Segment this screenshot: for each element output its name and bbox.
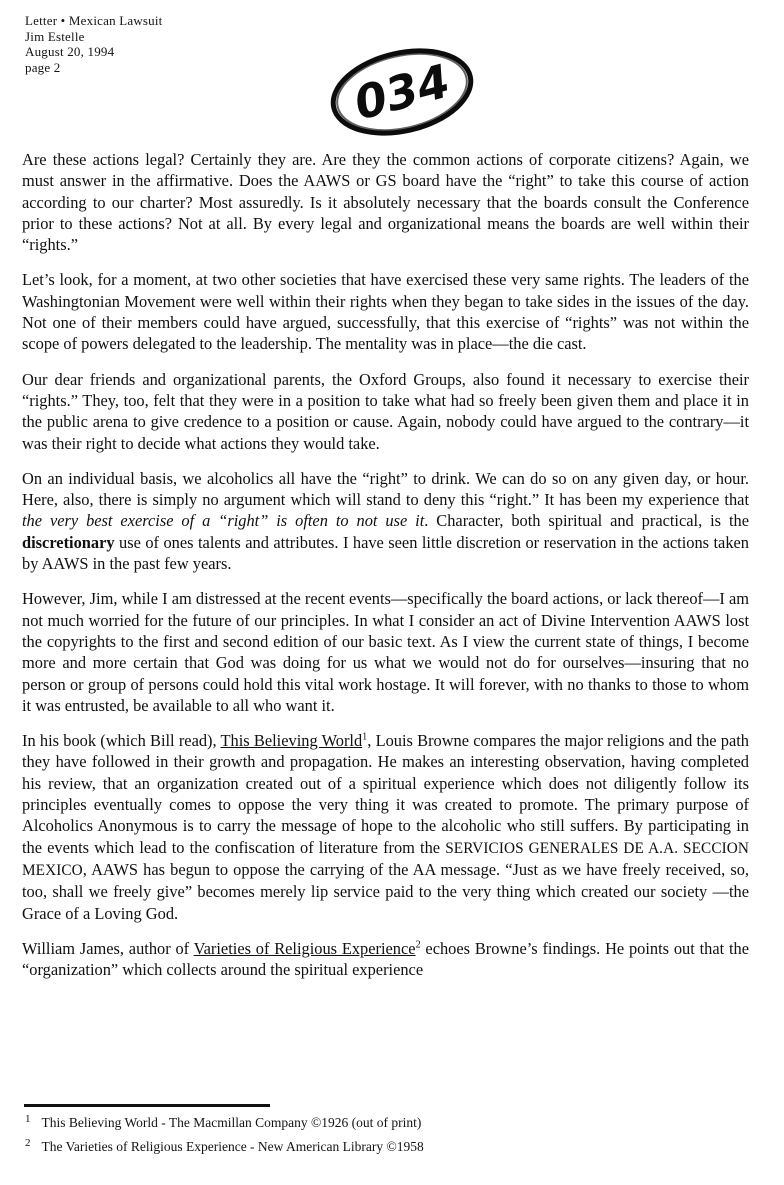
paragraph (22, 730, 749, 924)
footnote-marker: 2 (25, 1136, 31, 1149)
text-segment: On an individual basis, we alcoholics all have the “right” to drink. We can do so on any given day, or hour. Here, also, there is simply no argument which will stand to deny this “right.” It has been my experience that (22, 468, 749, 510)
text-segment: , AAWS has begun to oppose the carrying of the AA message. “Just as we have freely received, so, too, shall we freely give” becomes merely lip service paid to the very thing which created our society —the Grace of a Loving God. (22, 859, 749, 923)
letter-header (25, 13, 163, 75)
footnote-text: The Varieties of Religious Experience - New American Library ©1958 (41, 1139, 424, 1154)
paragraph (22, 369, 749, 454)
paragraph (22, 468, 749, 574)
text-segment: Let’s look, for a moment, at two other societies that have exercised these very same rights. The leaders of the Washingtonian Movement were well within their rights when they began to take sides in the issues of the day. Not one of their members could have argued, successfully, that this exercise of “rights” was not within the scope of powers delegated to the leadership. The mentality was in place—the die cast. (22, 270, 749, 354)
text-segment: However, Jim, while I am distressed at the recent events—specifically the board actions, or lack thereof—I am not much worried for the future of our principles. In what I consider an act of Divine Intervention AAWS lost the copyrights to the first and second edition of our basic text. As I view the current state of things, I become more and more certain that God was doing for us what we would not do for ourselves—insuring that no person or group of persons could hold this vital work hostage. It will forever, with no thanks to those to whom it was entrusted, be available to all who want it. (22, 589, 749, 715)
text-segment: echoes Browne’s findings. He points out that the “organization” which collects around the spiritual experience (22, 938, 749, 980)
text-segment: Are these actions legal? Certainly they are. Are they the common actions of corporate citizens? Again, we must answer in the affirmative. Does the AAWS or GS board have the “right” to take this course of action according to our charter? Most assuredly. Is it absolutely necessary that the boards consult the Conference prior to these actions? Not at all. By every legal and organizational means the boards are well within their “rights.” (22, 150, 749, 255)
text-segment: SERVICIOS GENERALES DE A.A. SECCION MEXICO (22, 839, 749, 879)
text-segment: In his book (which Bill read), (22, 731, 221, 751)
header-subject: Letter • Mexican Lawsuit (25, 13, 163, 28)
footnote-marker: 1 (25, 1112, 31, 1125)
header-page-number: page 2 (25, 59, 61, 75)
paragraph (22, 149, 749, 255)
stamp-number: 034 (348, 53, 456, 131)
paragraph (22, 588, 749, 716)
letter-body (22, 149, 749, 994)
footnote-reference: 1 (362, 731, 368, 743)
footnote-text: This Believing World - The Macmillan Company ©1926 (out of print) (41, 1115, 422, 1130)
book-title: Varieties of Religious Experience (193, 938, 416, 958)
text-segment: William James, author of (22, 938, 194, 958)
text-segment: . Character, both spiritual and practical, is the (424, 511, 749, 531)
text-segment: Our dear friends and organizational parents, the Oxford Groups, also found it necessary to exercise their “rights.” They, too, felt that they were in a position to take what had so freely been given them and place it in the public arena to give credence to a position or cause. Again, nobody could have argued to the contrary—it was their right to decide what actions they would take. (22, 369, 749, 453)
footnote-reference: 2 (415, 939, 421, 951)
header-date: August 20, 1994 (25, 44, 115, 59)
book-title: This Believing World (220, 731, 363, 751)
footnote (25, 1138, 745, 1155)
bold-text: discretionary (22, 532, 115, 552)
paragraph (22, 269, 749, 354)
footnotes (25, 1114, 745, 1162)
circled-number-stamp (322, 42, 482, 142)
footnote-separator (24, 1104, 270, 1107)
text-segment: use of ones talents and attributes. I have seen little discretion or reservation in the actions taken by AAWS in the past few years. (22, 532, 749, 574)
footnote (25, 1114, 745, 1131)
paragraph (22, 938, 749, 981)
text-segment: , Louis Browne compares the major religions and the path they have followed in their growth and propagation. He makes an interesting observation, having completed his review, that an organization created out of a spiritual experience which does not diligently follow its principles eventually comes to oppose the very thing it was created to promote. The primary purpose of Alcoholics Anonymous is to carry the message of hope to the alcoholic who still suffers. By participating in the events which lead to the confiscation of literature from the (22, 731, 749, 857)
header-recipient: Jim Estelle (25, 28, 85, 44)
italic-text: the very best exercise of a “right” is often to not use it (22, 511, 425, 531)
